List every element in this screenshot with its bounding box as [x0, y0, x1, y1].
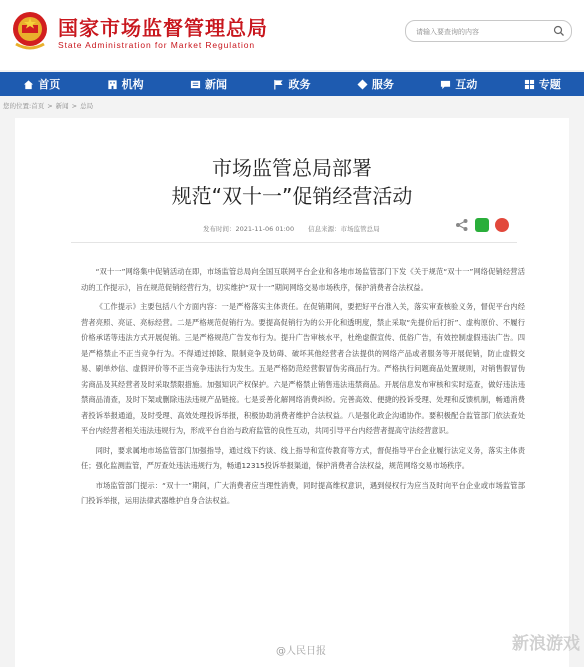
divider — [71, 242, 517, 243]
site-title: 国家市场监督管理总局 — [58, 16, 268, 40]
nav-label: 专题 — [538, 78, 561, 91]
paragraph: “双十一”网络集中促销活动在即，市场监管总局向全国互联网平台企业和各地市场监管部门下发《关于规范“双十一”网络促销经营活动的工作提示》，旨在规范促销经营行为，切实维护“双十一”期间网络交易市场秩序，保护消费者合法权益。 — [81, 267, 525, 292]
search-box — [405, 20, 572, 42]
paragraph: 《工作提示》主要包括八个方面内容：一是严格落实主体责任。在促销期间，要把好平台准入关，落实审查核验义务，督促平台内经营者亮照、亮证、亮标经营。二是严格规范促销行为。要提高促销行为的公开化和透明度，禁止采取“先提价后打折”、虚构原价、不履行价格承诺等违法方式开展促销。三是严格规范广告发布行为。提升广告审核水平，杜绝虚假宣传、低俗广告，有效控制虚假违法广告。四是严格禁止不正当竞争行为。不得通过掉除、限制竞争及妨碍、破坏其他经营者合法提供的网络产品或者服务等开展促销，防止虚假交易、刷单炒信、虚假评价等不正当竞争违法行为发生。五是严格防范经营假冒伪劣商品行为。严格执行问题商品处置规则，对销售假冒伪劣商品及其经营者及时采取禁限措施。加强知识产权保护。六是严格禁止销售违法违禁商品。开展信息发布审核和实时巡查，做好违法违禁商品清查，及时下架或删除违法违规产品链接。七是妥善化解网络消费纠纷。完善高效、便捷的投诉受理、处理和反馈机制，畅通消费者投诉举报通道，及时受理、高效处理投诉举报，积极协助消费者维护合法权益。八是强化政企沟通协作。要积极配合监管部门依法查处平台内经营者相关违法违规行为，形成平台自治与政府监管的良性互动，共同引导平台内经营者提高守法经营意识。 — [81, 302, 525, 435]
wechat-icon[interactable] — [475, 218, 489, 232]
news-icon — [190, 79, 201, 90]
article-title-line1: 市场监管总局部署 — [212, 156, 372, 180]
nav-item-service[interactable] — [334, 72, 417, 96]
search-icon[interactable] — [553, 25, 565, 37]
service-icon — [357, 79, 368, 90]
site-subtitle: State Administration for Market Regulation — [58, 40, 256, 50]
breadcrumb-bureau[interactable]: 总局 — [80, 102, 94, 110]
share-icon[interactable] — [455, 218, 469, 232]
watermark-center: @人民日报 — [276, 646, 326, 657]
nav-label: 新闻 — [205, 78, 228, 91]
paragraph: 市场监管部门提示：“双十一”期间，广大消费者应当理性消费，同时提高维权意识，遇到侵权行为应当及时向平台企业或市场监管部门投诉举报，运用法律武器维护自身合法权益。 — [81, 480, 525, 505]
nav-label: 首页 — [38, 78, 61, 91]
topic-icon — [524, 79, 535, 90]
article-meta — [203, 224, 380, 233]
main-nav — [0, 72, 584, 96]
breadcrumb — [3, 101, 93, 110]
nav-item-interaction[interactable] — [417, 72, 500, 96]
nav-label: 互动 — [455, 78, 478, 91]
nav-label: 政务 — [288, 78, 311, 91]
breadcrumb-news[interactable]: 新闻 — [55, 102, 69, 110]
nav-label: 机构 — [121, 78, 144, 91]
national-emblem-icon[interactable] — [10, 10, 50, 52]
weibo-icon[interactable] — [495, 218, 509, 232]
nav-label: 服务 — [371, 78, 394, 91]
search-input[interactable] — [414, 23, 553, 40]
breadcrumb-separator: > — [71, 102, 78, 110]
flag-icon — [273, 79, 284, 90]
nav-item-topics[interactable] — [501, 72, 584, 96]
article-title — [15, 154, 569, 210]
watermark-corner: 新浪游戏 — [512, 634, 580, 654]
article-card — [15, 118, 569, 667]
nav-item-government[interactable] — [250, 72, 333, 96]
paragraph: 同时，要求属地市场监管部门加强指导，通过线下约谈、线上指导和宣传教育等方式，督促指导平台企业履行法定义务，落实主体责任；强化监测监管，严厉查处违法违规行为，畅通12315投诉举报渠道，保护消费者合法权益，规范网络交易市场秩序。 — [81, 445, 525, 470]
home-icon — [23, 79, 34, 90]
article-title-line2: 规范“双十一”促销经营活动 — [171, 184, 413, 208]
site-header — [0, 0, 584, 70]
share-bar — [455, 218, 509, 232]
info-source: 信息来源：市场监管总局 — [308, 225, 380, 233]
nav-item-home[interactable] — [0, 72, 83, 96]
breadcrumb-separator: > — [47, 102, 53, 110]
nav-item-news[interactable] — [167, 72, 250, 96]
breadcrumb-home[interactable]: 您的位置:首页 — [3, 102, 45, 110]
nav-item-institution[interactable] — [83, 72, 166, 96]
building-icon — [107, 79, 118, 90]
publish-time: 发布时间：2021-11-06 01:00 — [203, 225, 295, 233]
chat-icon — [440, 79, 451, 90]
article-body — [81, 264, 525, 513]
